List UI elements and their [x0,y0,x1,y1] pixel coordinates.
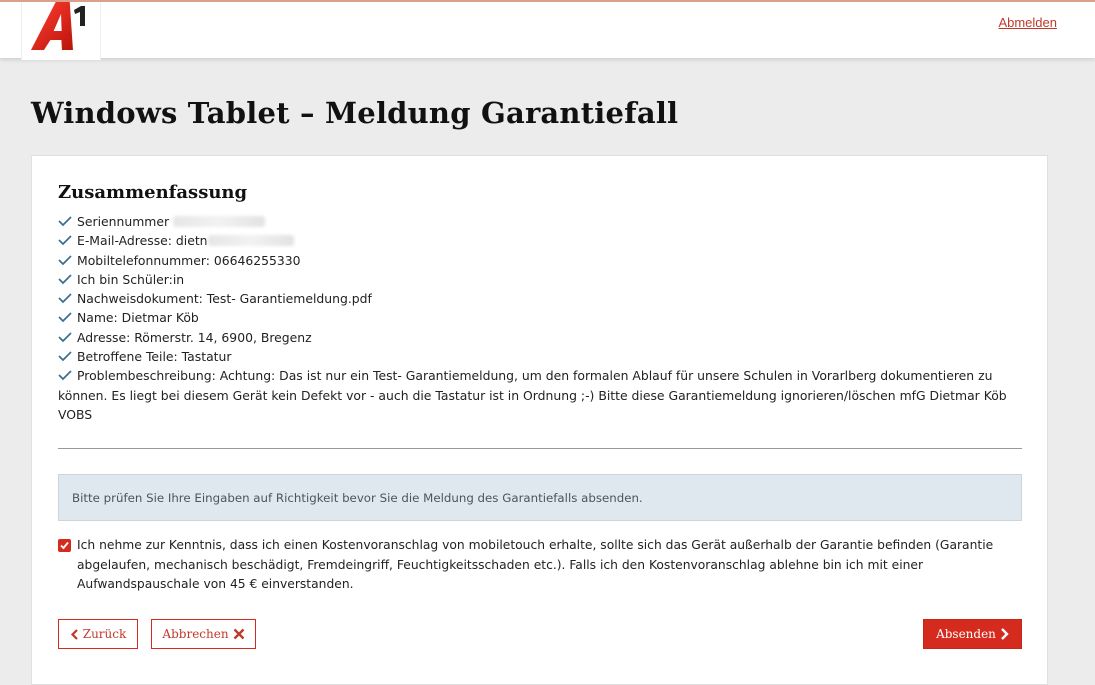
list-item-phone [58,251,1022,270]
list-item-name [58,308,1022,327]
check-icon [58,292,72,304]
summary-card [31,155,1048,685]
back-button-label: Zurück [82,627,127,641]
chevron-right-icon [1000,628,1009,640]
submit-button[interactable] [923,619,1022,649]
list-item-address [58,328,1022,347]
notice-text: Bitte prüfen Sie Ihre Eingaben auf Richtigkeit bevor Sie die Meldung des Garantiefalls absenden. [72,491,643,505]
cancel-button[interactable] [151,619,256,649]
info-notice [58,474,1022,521]
chevron-left-icon [70,629,79,640]
check-icon [58,254,72,266]
serial-label: Seriennummer [77,214,170,229]
check-icon [58,369,72,381]
document-text: Nachweisdokument: Test- Garantiemeldung.pdf [77,291,372,307]
list-item-parts [58,347,1022,366]
list-item-serial [58,212,1022,231]
logout-link[interactable]: Abmelden [998,15,1057,30]
a1-logo[interactable] [21,2,101,60]
redacted-email [208,235,294,246]
top-header [0,0,1095,58]
cancel-button-label: Abbrechen [162,627,229,641]
consent-checkbox[interactable] [58,539,71,552]
a1-logo-icon [30,2,96,58]
list-item-problem [58,366,1022,424]
check-icon [58,215,72,227]
check-icon [58,311,72,323]
divider [58,448,1022,449]
list-item-document [58,289,1022,308]
email-label: E-Mail-Adresse: dietn [77,233,208,249]
submit-button-label: Absenden [936,627,996,641]
name-text: Name: Dietmar Köb [77,310,199,326]
check-icon [58,273,72,285]
role-text: Ich bin Schüler:in [77,271,185,287]
parts-text: Betroffene Teile: Tastatur [77,349,232,365]
problem-text: Problembeschreibung: Achtung: Das ist nur ein Test- Garantiemeldung, um den formalen Ablauf für unsere Schulen in Vorarlberg dokumentieren zu können. Es liegt bei diesem Gerät kein Defekt vor - auch die Tastatur ist in Ordnung ;-) Bitte diese Garantiemeldung ignorieren/löschen mfG Dietmar Köb VOBS [58,368,1007,422]
checkmark-icon [59,540,70,551]
check-icon [58,331,72,343]
redacted-serial [173,216,265,227]
close-icon [233,628,245,640]
phone-text: Mobiltelefonnummer: 06646255330 [77,252,301,268]
consent-row [58,536,1022,595]
list-item-role [58,270,1022,289]
page-title: Windows Tablet – Meldung Garantiefall [31,96,679,130]
back-button[interactable] [58,619,138,649]
summary-list [58,212,1022,424]
address-text: Adresse: Römerstr. 14, 6900, Bregenz [77,329,312,345]
consent-text: Ich nehme zur Kenntnis, dass ich einen Kostenvoranschlag von mobiletouch erhalte, sollte sich das Gerät außerhalb der Garantie befinden (Garantie abgelaufen, mechanisch beschädigt, Fremdeingriff, Feuchtigkeitsschaden etc.). Falls ich den Kostenvoranschlag ablehne bin ich mit einer Aufwandspauschale von 45 € einverstanden. [77,538,994,591]
list-item-email [58,231,1022,250]
section-title: Zusammenfassung [58,182,248,203]
check-icon [58,234,72,246]
check-icon [58,350,72,362]
